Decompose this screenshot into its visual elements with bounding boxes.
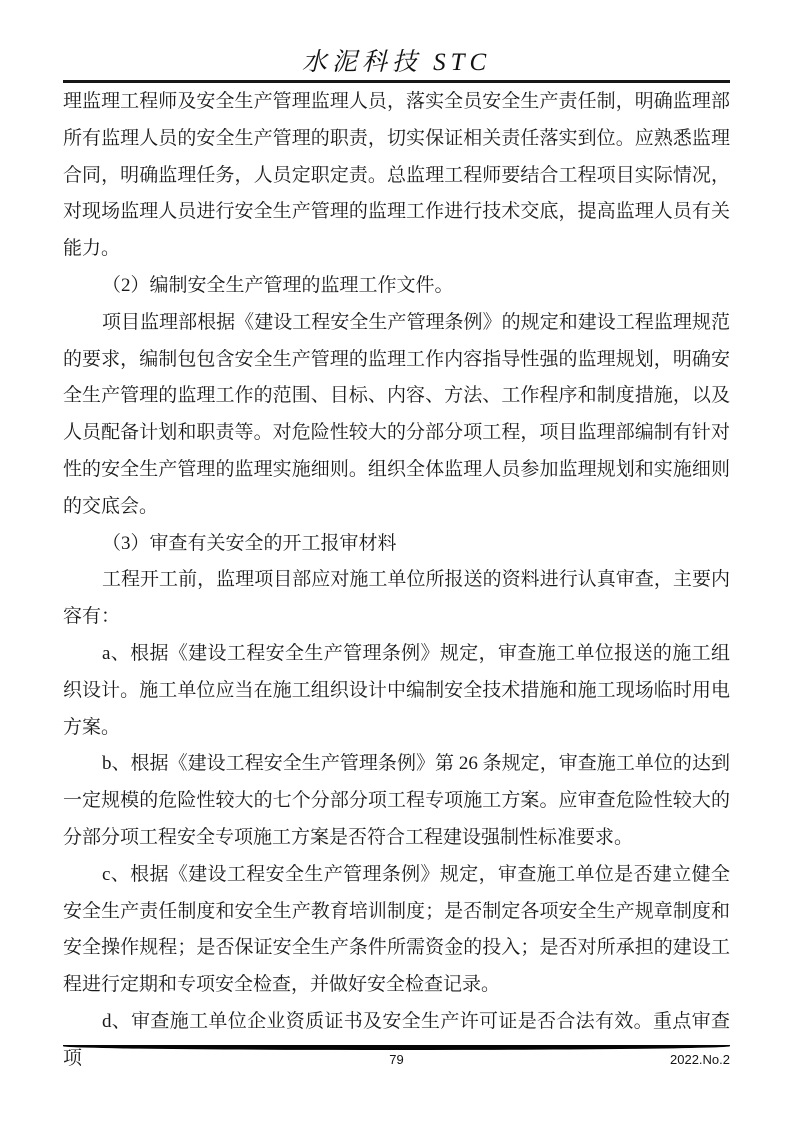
body-text (63, 84, 730, 1078)
paragraph-continuation: 理监理工程师及安全生产管理监理人员，落实全员安全生产责任制，明确监理部所有监理人员的安全生产管理的职责，切实保证相关责任落实到位。应熟悉监理合同，明确监理任务，人员定职定责。总监理工程师要结合工程项目实际情况，对现场监理人员进行安全生产管理的监理工作进行技术交底，提高监理人员有关能力。 (63, 91, 730, 260)
paragraph-heading-2: （2）编制安全生产管理的监理工作文件。 (101, 274, 454, 296)
header-rule (63, 80, 730, 83)
paragraph-item-b: b、根据《建设工程安全生产管理条例》第 26 条规定，审查施工单位的达到一定规模的危险性较大的七个分部分项工程专项施工方案。应审查危险性较大的分部分项工程安全专项施工方案是否符合工程建设强制性标准要求。 (63, 753, 730, 848)
paragraph: 工程开工前，监理项目部应对施工单位所报送的资料进行认真审查，主要内容有： (63, 569, 730, 628)
page-number: 79 (389, 1052, 404, 1067)
paragraph-item-a: a、根据《建设工程安全生产管理条例》规定，审查施工单位报送的施工组织设计。施工单位应当在施工组织设计中编制安全技术措施和施工现场临时用电方案。 (63, 642, 730, 738)
paragraph-heading-3: （3）审查有关安全的开工报审材料 (101, 532, 397, 554)
paragraph: 项目监理部根据《建设工程安全生产管理条例》的规定和建设工程监理规范的要求，编制包包含安全生产管理的监理工作内容指导性强的监理规划，明确安全生产管理的监理工作的范围、目标、内容、方法、工作程序和制度措施，以及人员配备计划和职责等。对危险性较大的分部分项工程，项目监理部编制有针对性的安全生产管理的监理实施细则。组织全体监理人员参加监理规划和实施细则的交底会。 (63, 311, 730, 517)
journal-title: 水泥科技 STC (301, 49, 492, 76)
paragraph-item-d: d、审查施工单位企业资质证书及安全生产许可证是否合法有效。重点审查项 (63, 1010, 730, 1069)
issue-label: 2022.No.2 (670, 1052, 730, 1067)
footer-rule (63, 1045, 730, 1050)
page-header (63, 42, 730, 78)
page-footer (63, 1052, 730, 1072)
paragraph-item-c: c、根据《建设工程安全生产管理条例》规定，审查施工单位是否建立健全安全生产责任制度和安全生产教育培训制度；是否制定各项安全生产规章制度和安全操作规程；是否保证安全生产条件所需资金的投入；是否对所承担的建设工程进行定期和专项安全检查，并做好安全检查记录。 (63, 863, 730, 996)
